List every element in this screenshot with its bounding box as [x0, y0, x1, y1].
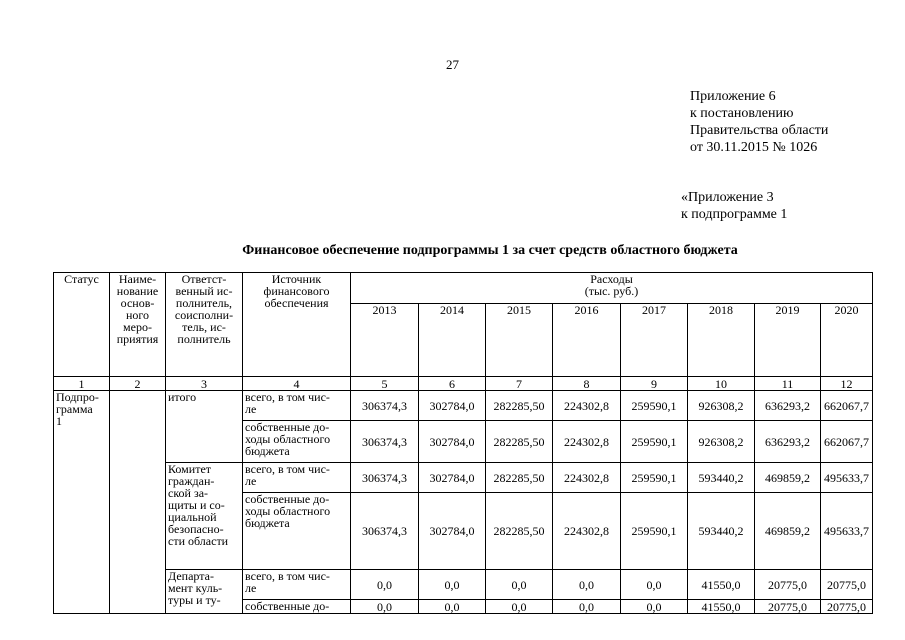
expense-value: 302784,0 [419, 493, 486, 570]
table-row [54, 570, 873, 600]
funding-source-cell: всего, в том чис- ле [243, 391, 351, 421]
expense-value: 0,0 [486, 600, 553, 614]
expense-value: 259590,1 [621, 463, 688, 493]
document-title: Финансовое обеспечение подпрограммы 1 за счет средств областного бюджета [242, 243, 738, 258]
appendix-line: к подпрограмме 1 [681, 207, 788, 222]
expense-value: 282285,50 [486, 493, 553, 570]
expense-value: 593440,2 [688, 463, 755, 493]
expense-value: 282285,50 [486, 463, 553, 493]
header-status: Статус [54, 273, 110, 377]
header-executor: Ответст- венный ис- полнитель, соисполни- тель, ис- полнитель [166, 273, 243, 377]
expense-value: 259590,1 [621, 493, 688, 570]
expense-value: 224302,8 [553, 463, 621, 493]
expense-value: 926308,2 [688, 391, 755, 421]
column-numbers-row [54, 377, 873, 391]
expense-value: 41550,0 [688, 570, 755, 600]
expense-value: 662067,7 [821, 391, 873, 421]
expense-value: 636293,2 [755, 391, 821, 421]
expense-value: 662067,7 [821, 421, 873, 463]
expense-value: 259590,1 [621, 421, 688, 463]
expense-value: 0,0 [486, 570, 553, 600]
executor-cell: итого [166, 391, 243, 463]
expense-value: 20775,0 [821, 570, 873, 600]
expense-value: 20775,0 [821, 600, 873, 614]
column-number: 6 [419, 377, 486, 391]
appendix-line: «Приложение 3 [681, 190, 774, 205]
expense-value: 20775,0 [755, 570, 821, 600]
header-year: 2019 [755, 304, 821, 377]
appendix-line: от 30.11.2015 № 1026 [690, 140, 818, 155]
expense-value: 306374,3 [351, 463, 419, 493]
header-year: 2014 [419, 304, 486, 377]
funding-source-cell: собственные до- [243, 600, 351, 614]
header-year: 2013 [351, 304, 419, 377]
column-number: 5 [351, 377, 419, 391]
funding-source-cell: всего, в том чис- ле [243, 570, 351, 600]
expense-value: 0,0 [351, 600, 419, 614]
expense-value: 0,0 [553, 600, 621, 614]
header-row [54, 273, 873, 304]
header-year: 2017 [621, 304, 688, 377]
expense-value: 224302,8 [553, 421, 621, 463]
expense-value: 306374,3 [351, 391, 419, 421]
table-row [54, 463, 873, 493]
expense-value: 306374,3 [351, 493, 419, 570]
column-number: 2 [110, 377, 166, 391]
appendix-line: Правительства области [690, 123, 829, 138]
appendix-6-reference [690, 88, 828, 156]
expense-value: 0,0 [553, 570, 621, 600]
expense-value: 0,0 [419, 570, 486, 600]
column-number: 3 [166, 377, 243, 391]
expense-value: 0,0 [351, 570, 419, 600]
appendix-line: Приложение 6 [690, 89, 776, 104]
expense-value: 224302,8 [553, 391, 621, 421]
column-number: 4 [243, 377, 351, 391]
funding-source-cell: собственные до- ходы областного бюджета [243, 493, 351, 570]
expense-value: 0,0 [621, 570, 688, 600]
expense-value: 593440,2 [688, 493, 755, 570]
header-year: 2016 [553, 304, 621, 377]
header-funding-source: Источник финансового обеспечения [243, 273, 351, 377]
funding-source-cell: всего, в том чис- ле [243, 463, 351, 493]
expense-value: 495633,7 [821, 493, 873, 570]
appendix-line: к постановлению [690, 106, 794, 121]
expense-value: 469859,2 [755, 493, 821, 570]
funding-source-cell: собственные до- ходы областного бюджета [243, 421, 351, 463]
header-expenses: Расходы (тыс. руб.) [351, 273, 873, 304]
expense-value: 0,0 [419, 600, 486, 614]
expense-value: 0,0 [621, 600, 688, 614]
expense-value: 302784,0 [419, 421, 486, 463]
table-row [54, 391, 873, 421]
expense-value: 495633,7 [821, 463, 873, 493]
expense-value: 302784,0 [419, 391, 486, 421]
header-activity-name: Наиме- нование основ- ного меро- приятия [110, 273, 166, 377]
column-number: 1 [54, 377, 110, 391]
page-number: 27 [446, 57, 459, 72]
column-number: 12 [821, 377, 873, 391]
expense-value: 20775,0 [755, 600, 821, 614]
header-year: 2015 [486, 304, 553, 377]
expense-value: 224302,8 [553, 493, 621, 570]
expense-value: 636293,2 [755, 421, 821, 463]
expense-value: 469859,2 [755, 463, 821, 493]
column-number: 9 [621, 377, 688, 391]
status-cell: Подпро- грамма 1 [54, 391, 110, 614]
expense-value: 302784,0 [419, 463, 486, 493]
executor-cell: Комитет граждан- ской за- щиты и со- циальной безопасно- сти области [166, 463, 243, 570]
column-number: 8 [553, 377, 621, 391]
expense-value: 41550,0 [688, 600, 755, 614]
header-year: 2020 [821, 304, 873, 377]
column-number: 11 [755, 377, 821, 391]
expense-value: 282285,50 [486, 391, 553, 421]
activity-name-cell [110, 391, 166, 614]
expense-value: 306374,3 [351, 421, 419, 463]
financing-table [53, 272, 873, 614]
expense-value: 926308,2 [688, 421, 755, 463]
appendix-3-reference [681, 189, 787, 223]
executor-cell: Департа- мент куль- туры и ту- [166, 570, 243, 614]
expense-value: 282285,50 [486, 421, 553, 463]
column-number: 10 [688, 377, 755, 391]
expense-value: 259590,1 [621, 391, 688, 421]
column-number: 7 [486, 377, 553, 391]
header-year: 2018 [688, 304, 755, 377]
